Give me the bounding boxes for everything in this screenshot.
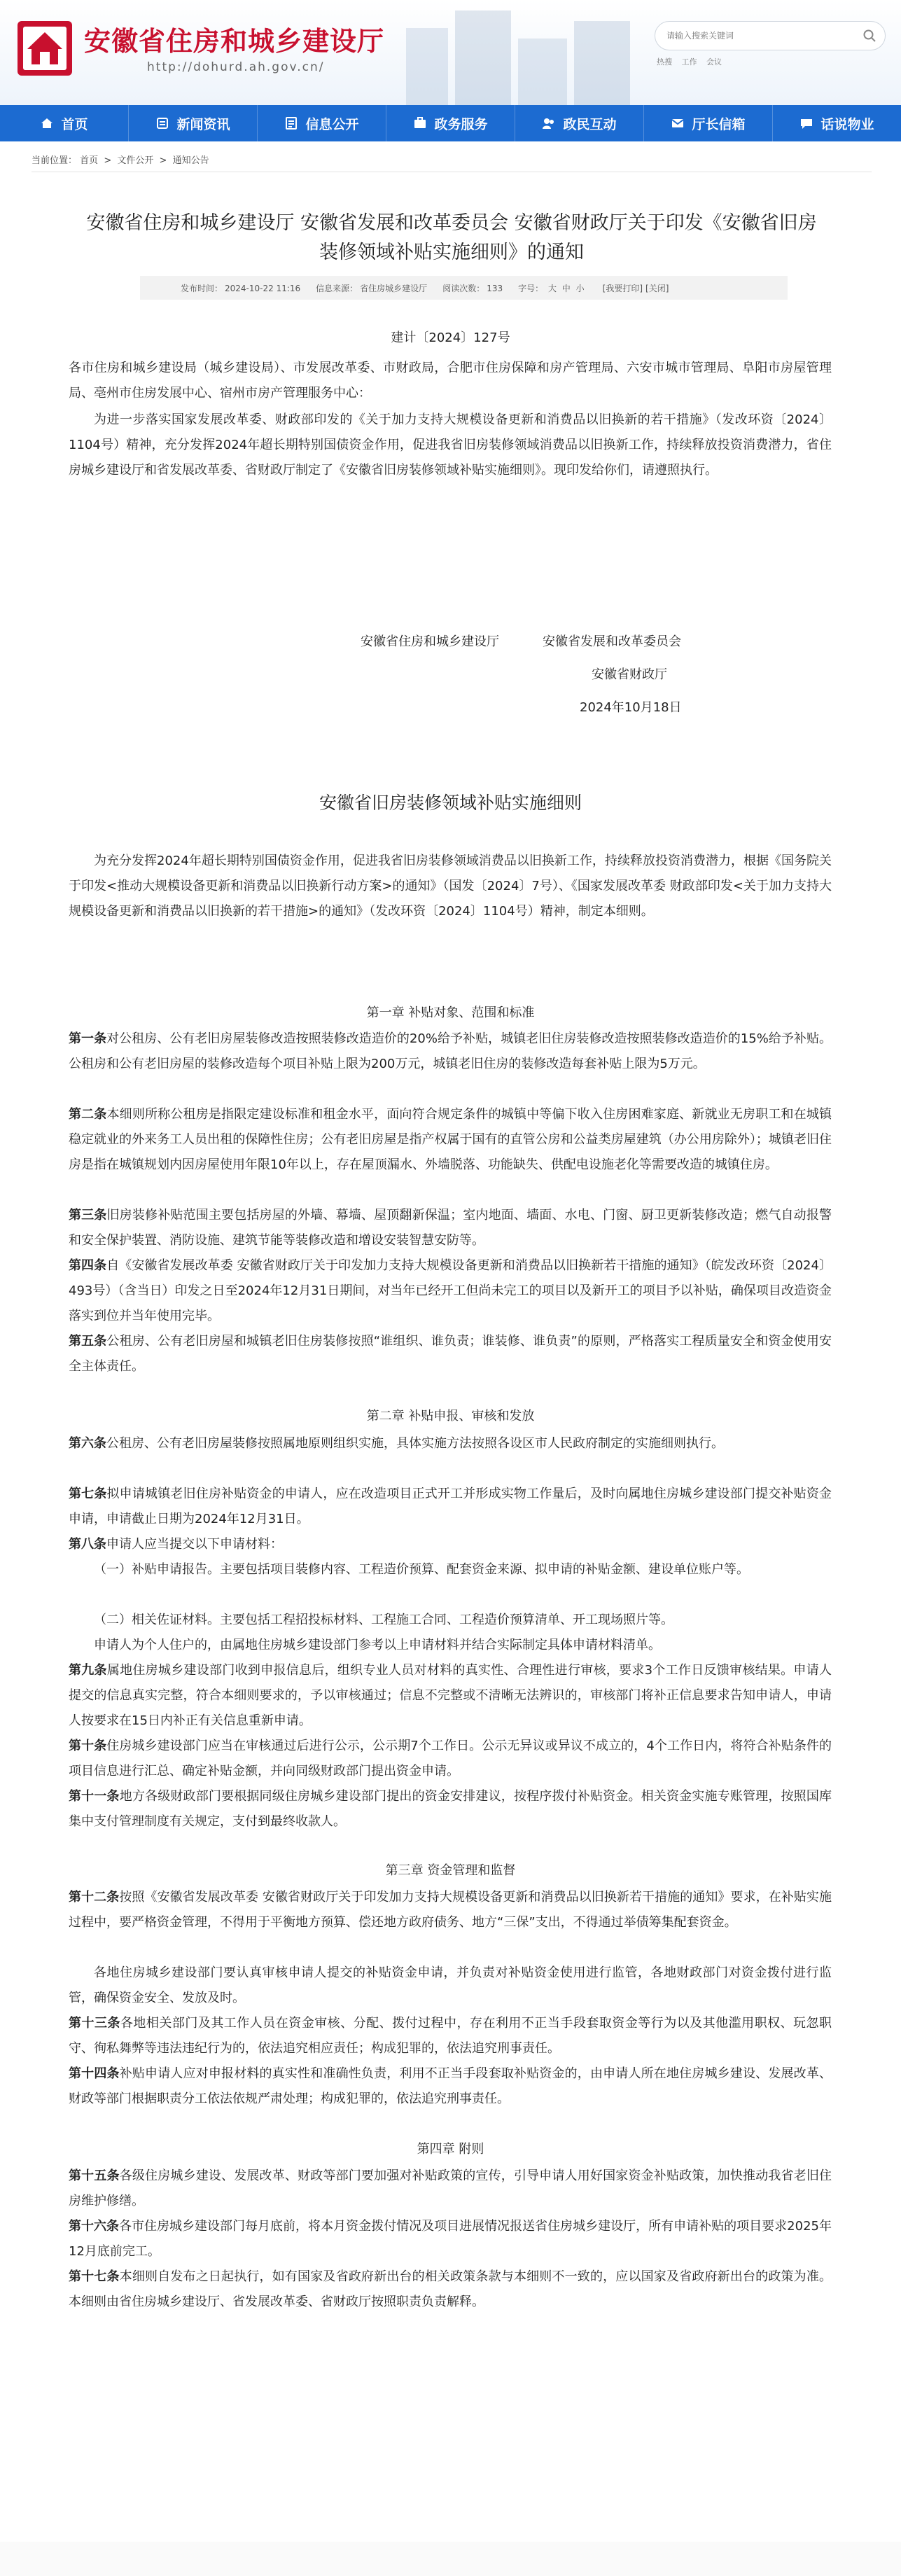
font-size-large[interactable]: 大	[547, 283, 557, 293]
close-button[interactable]: [关闭]	[645, 283, 669, 293]
chapter-heading: 第一章 补贴对象、范围和标准	[366, 1005, 535, 1020]
article-clause: 第十六条各市住房城乡建设部门每月底前，将本月资金拨付情况及项目进展情况报送省住房城乡建设厅，所有申请补贴的项目要求2025年12月底前完工。	[69, 2219, 832, 2259]
article-clause: 第十七条本细则自发布之日起执行，如有国家及省政府新出台的相关政策条款与本细则不一致的，应以国家及省政府新出台的政策为准。本细则由省住房城乡建设厅、省发展改革委、省财政厅按照职责负责解释。	[69, 2269, 832, 2309]
breadcrumb-item[interactable]: 通知公告	[172, 155, 209, 166]
article-clause: 第十一条地方各级财政部门要根据同级住房城乡建设部门提出的资金安排建议，按程序拨付补贴资金。相关资金实施专账管理，按照国库集中支付管理制度有关规定，支付到最终收款人。	[69, 1789, 832, 1829]
nav-item-label: 话说物业	[820, 116, 874, 132]
site-title[interactable]: 安徽省住房和城乡建设厅	[84, 26, 385, 57]
article-clause: 第九条属地住房城乡建设部门收到申报信息后，组织专业人员对材料的真实性、合理性进行审核，要求3个工作日反馈审核结果。申请人提交的信息真实完整，符合本细则要求的，予以审核通过；信息不完整或不清晰无法辨识的，审核部门将补正信息要求告知申请人，申请人按要求在15日内补正有关信息重新申请。	[69, 1663, 832, 1728]
nav-item-label: 厅长信箱	[692, 116, 746, 132]
nav-item-label: 信息公开	[305, 116, 359, 132]
article-sub-item: （二）相关佐证材料。主要包括工程招投标材料、工程施工合同、工程造价预算清单、开工现场照片等。	[94, 1613, 673, 1627]
interaction-icon	[542, 116, 556, 130]
search-input[interactable]	[666, 27, 855, 44]
article-clause: 第六条公租房、公有老旧房屋装修按照属地原则组织实施，具体实施方法按照各设区市人民政府制定的实施细则执行。	[69, 1436, 724, 1451]
signer: 安徽省住房和城乡建设厅	[361, 634, 499, 649]
nav-item-service[interactable]	[386, 105, 515, 141]
article-title	[67, 209, 837, 267]
chapter-heading: 第二章 补贴申报、审核和发放	[366, 1409, 535, 1423]
signer: 安徽省发展和改革委员会	[543, 634, 681, 649]
chapter-heading: 第三章 资金管理和监督	[385, 1863, 516, 1878]
nav-item-label: 首页	[61, 116, 88, 132]
service-icon	[413, 116, 427, 130]
building-illustration	[392, 0, 644, 105]
hot-words	[657, 56, 729, 67]
sign-date: 2024年10月18日	[580, 700, 682, 715]
document-number: 建计〔2024〕127号	[391, 330, 510, 345]
article-clause: 第五条公租房、公有老旧房屋和城镇老旧住房装修按照“谁组织、谁负责；谁装修、谁负责”的原则，严格落实工程质量安全和资金使用安全主体责任。	[69, 1334, 832, 1374]
article-clause: 第七条拟申请城镇老旧住房补贴资金的申请人，应在改造项目正式开工并形成实物工作量后，及时向属地住房城乡建设部门提交补贴资金申请，申请截止日期为2024年12月31日。	[69, 1487, 832, 1526]
breadcrumb-item[interactable]: 文件公开	[117, 155, 154, 166]
site-logo-icon[interactable]	[18, 21, 72, 76]
main-nav	[0, 105, 901, 141]
intro-paragraph: 为进一步落实国家发展改革委、财政部印发的《关于加力支持大规模设备更新和消费品以旧换新的若干措施》（发改环资〔2024〕1104号）精神，充分发挥2024年超长期特别国债资金作用，促进我省旧房装修领域消费品以旧换新工作，持续释放投资消费潜力，省住房城乡建设厅和省发展改革委、省财政厅制定了《安徽省旧房装修领域补贴实施细则》。现印发给你们，请遵照执行。	[69, 412, 832, 478]
article-clause: 第十条住房城乡建设部门应当在审核通过后进行公示，公示期7个工作日。公示无异议或异议不成立的，4个工作日内，将符合补贴条件的项目信息进行汇总、确定补贴金额，并向同级财政部门提出资金申请。	[69, 1739, 832, 1778]
publish-date: 发布时间： 2024-10-22 11:16	[181, 283, 301, 293]
nav-item-info[interactable]	[258, 105, 386, 141]
chat-icon	[799, 116, 813, 130]
hot-word: 热搜	[657, 57, 672, 67]
article-title-line: 安徽省住房和城乡建设厅 安徽省发展和改革委员会 安徽省财政厅关于印发《安徽省旧房	[86, 212, 817, 234]
hot-word[interactable]: 工作	[681, 57, 697, 67]
hot-word[interactable]: 会议	[706, 57, 722, 67]
article-clause: 第十五条各级住房城乡建设、发展改革、财政等部门要加强对补贴政策的宣传，引导申请人用好国家资金补贴政策，加快推动我省老旧住房维护修缮。	[69, 2168, 832, 2208]
page-footer-area	[0, 2542, 901, 2576]
font-size-switcher: 字号： 大 中 小	[518, 283, 585, 293]
article-clause: 第三条旧房装修补贴范围主要包括房屋的外墙、幕墙、屋顶翻新保温；室内地面、墙面、水电、门窗、厨卫更新装修改造；燃气自动报警和安全保护装置、消防设施、建筑节能等装修改造和增设安装智慧安防等。	[69, 1208, 832, 1248]
nav-item-interaction[interactable]	[515, 105, 644, 141]
article-title-line: 装修领域补贴实施细则》的通知	[319, 242, 584, 263]
breadcrumb-item[interactable]: 首页	[80, 155, 99, 166]
recipients: 各市住房和城乡建设局（城乡建设局）、市发展改革委、市财政局，合肥市住房保障和房产管理局、六安市城市管理局、阜阳市房屋管理局、亳州市住房发展中心、宿州市房产管理服务中心：	[69, 361, 832, 401]
site-header	[0, 0, 901, 105]
search-icon[interactable]	[862, 29, 876, 43]
search-box[interactable]	[655, 21, 886, 50]
font-size-small[interactable]: 小	[575, 283, 585, 293]
nav-item-property[interactable]	[773, 105, 901, 141]
article-clause: 第十三条各地相关部门及其工作人员在资金审核、分配、拨付过程中，存在利用不正当手段套取资金等行为以及其他滥用职权、玩忽职守、徇私舞弊等违法违纪行为的，依法追究相应责任；构成犯罪的，依法追究刑事责任。	[69, 2016, 832, 2056]
nav-item-label: 新闻资讯	[176, 116, 230, 132]
nav-item-mailbox[interactable]	[644, 105, 773, 141]
signer: 安徽省财政厅	[592, 667, 667, 682]
article-clause: 第二条本细则所称公租房是指限定建设标准和租金水平，面向符合规定条件的城镇中等偏下收入住房困难家庭、新就业无房职工和在城镇稳定就业的外来务工人员出租的保障性住房；公有老旧房屋是指产权属于国有的直管公房和公益类房屋建筑（办公用房除外）；城镇老旧住房是指在城镇规划内因房屋使用年限10年以上，存在屋顶漏水、外墙脱落、功能缺失、供配电设施老化等需要改造的城镇住房。	[69, 1107, 832, 1172]
nav-item-label: 政民互动	[563, 116, 617, 132]
breadcrumb-separator: >	[104, 155, 112, 166]
font-size-medium[interactable]: 中	[561, 283, 571, 293]
mailbox-icon	[671, 116, 685, 130]
article-sub-item: 申请人为个人住户的，由属地住房城乡建设部门参考以上申请材料并结合实际制定具体申请材料清单。	[94, 1638, 661, 1652]
article-clause: 第十四条补贴申请人应对申报材料的真实性和准确性负责，利用不正当手段套取补贴资金的，由申请人所在地住房城乡建设、发展改革、财政等部门根据职责分工依法依规严肃处理；构成犯罪的，依法追究刑事责任。	[69, 2066, 832, 2106]
breadcrumb	[32, 153, 209, 166]
breadcrumb-prefix: 当前位置：	[32, 155, 78, 166]
article-clause: 第八条申请人应当提交以下申请材料：	[69, 1537, 283, 1552]
article-meta-bar	[140, 276, 788, 300]
preamble: 为充分发挥2024年超长期特别国债资金作用，促进我省旧房装修领域消费品以旧换新工作，持续释放投资消费潜力，根据《国务院关于印发<推动大规模设备更新和消费品以旧换新行动方案>的通知》（国发〔2024〕7号）、《国家发展改革委 财政部印发<关于加力支持大规模设备更新和消费品以旧换新的若干措施>的通知》（发改环资〔2024〕1104号）精神，制定本细则。	[69, 854, 832, 919]
site-url: http://dohurd.ah.gov.cn/	[147, 60, 325, 74]
info-icon	[284, 116, 298, 130]
article-clause: 各地住房城乡建设部门要认真审核申请人提交的补贴资金申请，并负责对补贴资金使用进行监管，各地财政部门对资金拨付进行监管，确保资金安全、发放及时。	[69, 1965, 832, 2005]
info-source: 信息来源： 省住房城乡建设厅	[316, 283, 428, 293]
article-clause: 第一条对公租房、公有老旧房屋装修改造按照装修改造造价的20%给予补贴，城镇老旧住房装修改造按照装修改造造价的15%给予补贴。公租房和公有老旧房屋的装修改造每个项目补贴上限为200万元，城镇老旧住房的装修改造每套补贴上限为5万元。	[69, 1031, 832, 1071]
nav-item-home[interactable]	[0, 105, 129, 141]
home-icon	[40, 116, 54, 130]
nav-item-news[interactable]	[129, 105, 258, 141]
chapter-heading: 第四章 附则	[417, 2142, 484, 2157]
article-clause: 第十二条按照《安徽省发展改革委 安徽省财政厅关于印发加力支持大规模设备更新和消费品以旧换新若干措施的通知》要求，在补贴实施过程中，要严格资金管理，不得用于平衡地方预算、偿还地方政府债务、地方“三保”支出，不得通过举债筹集配套资金。	[69, 1890, 832, 1930]
nav-item-label: 政务服务	[434, 116, 488, 132]
print-button[interactable]: [我要打印]	[602, 283, 643, 293]
news-icon	[155, 116, 169, 130]
view-count: 阅读次数： 133	[442, 283, 503, 293]
article-sub-item: （一）补贴申请报告。主要包括项目装修内容、工程造价预算、配套资金来源、拟申请的补贴金额、建设单位账户等。	[94, 1562, 749, 1577]
article-clause: 第四条自《安徽省发展改革委 安徽省财政厅关于印发加力支持大规模设备更新和消费品以旧换新若干措施的通知》（皖发改环资〔2024〕493号）（含当日）印发之日至2024年12月31日期间，对当年已经开工但尚未完工的项目以及新开工的项目予以补贴，确保项目改造资金落实到位并当年使用完毕。	[69, 1258, 832, 1323]
breadcrumb-separator: >	[159, 155, 167, 166]
rules-title: 安徽省旧房装修领域补贴实施细则	[319, 793, 582, 813]
